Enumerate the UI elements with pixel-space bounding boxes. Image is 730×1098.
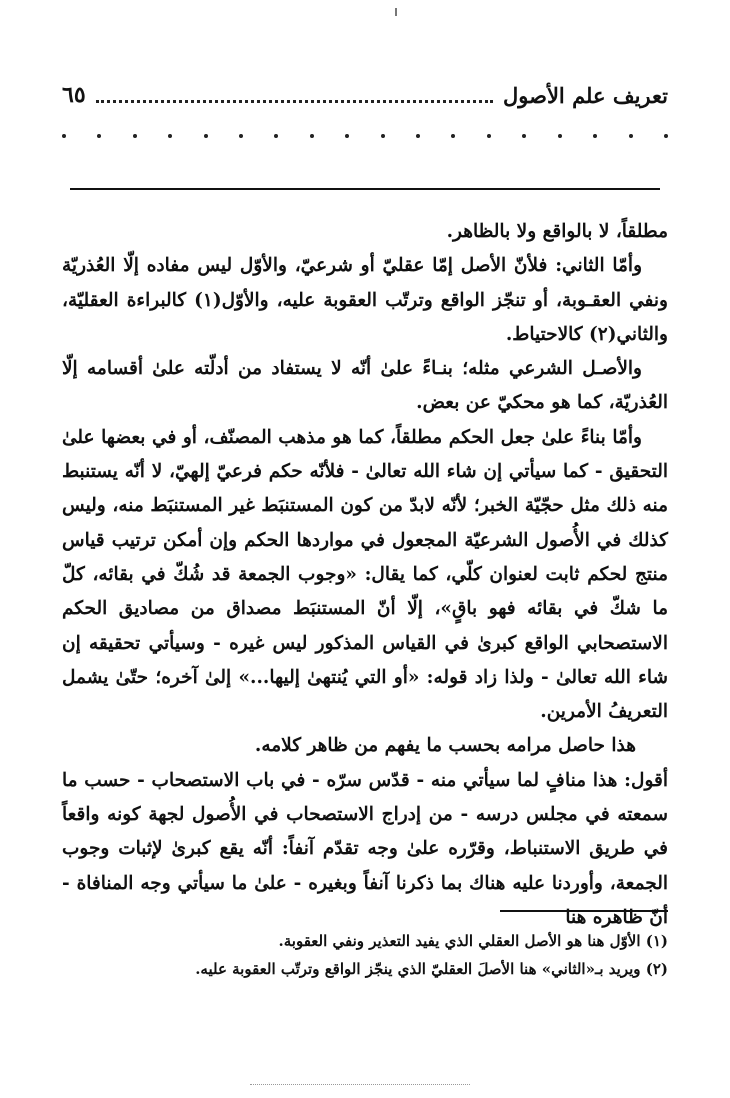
page-number: ٦٥ [62,82,86,108]
footnote-2: (٢) ويريد بـ«الثاني» هنا الأصلَ العقليّ الذي ينجّز الواقع وترتّب العقوبة عليه. [195,960,668,978]
paragraph-2: وأمّا الثاني: فلأنّ الأصل إمّا عقليّ أو شرعيّ، والأوّل ليس مفاده إلّا العُذريّة ونفي العقـوبة، أو تنجّز الواقع وترتّب العقوبة عليه، والأوّل(١) كالبراءة العقليّة، والثاني(٢) كالاحتياط. [62,255,668,345]
paragraph-1: مطلقاً، لا بالواقع ولا بالظاهر. [446,221,668,242]
footnotes [62,927,668,983]
header-title: تعريف علم الأصول [503,82,668,108]
paragraph-4: وأمّا بناءً علىٰ جعل الحكم مطلقاً، كما هو مذهب المصنّف، أو في بعضها علىٰ التحقيق - كما سيأتي إن شاء الله تعالىٰ - فلأنّه حكم فرعيّ إلهيّ، لا أنّه يستنبط منه ذلك مثل حجّيّة الخبر؛ لأنّه لابدّ من كون المستنبَط غير المستنبَط منه، وليس كذلك في الأُصول الشرعيّة المجعول في مواردها الحكم وإن أمكن ترتيب قياس منتج لحكم ثابت لعنوان كلّي، كما يقال: «وجوب الجمعة قد شُكّ في بقائه، كلّ ما شكّ في بقائه فهو باقٍ»، إلّا أنّ المستنبَط مصداق من مصاديق الحكم الاستصحابي الواقع كبرىٰ في القياس المذكور ليس غيره - وسيأتي تحقيقه إن شاء الله تعالىٰ - ولذا زاد قوله: «أو التي يُنتهىٰ إليها...» إلىٰ آخره؛ حتّىٰ يشمل التعريفُ الأمرين. [62,426,668,723]
header-dot-leader [96,100,493,103]
paragraph-5: هذا حاصل مرامه بحسب ما يفهم من ظاهر كلامه. [254,735,636,757]
paragraph-6: أقول: هذا منافٍ لما سيأتي منه - قدّس سرّه - في باب الاستصحاب - حسب ما سمعته في مجلس درسه - من إدراج الاستصحاب في الأُصول لجهة كونه واقعاً في طريق الاستنباط، وقرّره علىٰ وجه تقدّم آنفاً: أنّه يقع كبرىٰ لإثبات وجوب الجمعة، وأوردنا عليه هناك بما ذكرنا آنفاً وبغيره - علىٰ ما سيأتي وجه المنافاة - أنّ ظاهره هنا [62,769,668,928]
scan-specks [250,1084,470,1091]
body-text [62,215,668,935]
paragraph-3: والأصـل الشرعي مثله؛ بنـاءً علىٰ أنّه لا يستفاد من أدلّته علىٰ أقسامه إلّا العُذريّة، كما هو محكيّ عن بعض. [62,358,668,414]
header-rule [70,188,660,190]
running-header [62,78,668,112]
footnote-1: (١) الأوّل هنا هو الأصل العقلي الذي يفيد التعذير ونفي العقوبة. [278,932,668,950]
decorative-dot-row [62,134,668,144]
footnote-rule [500,910,668,912]
scan-mark [395,8,397,16]
